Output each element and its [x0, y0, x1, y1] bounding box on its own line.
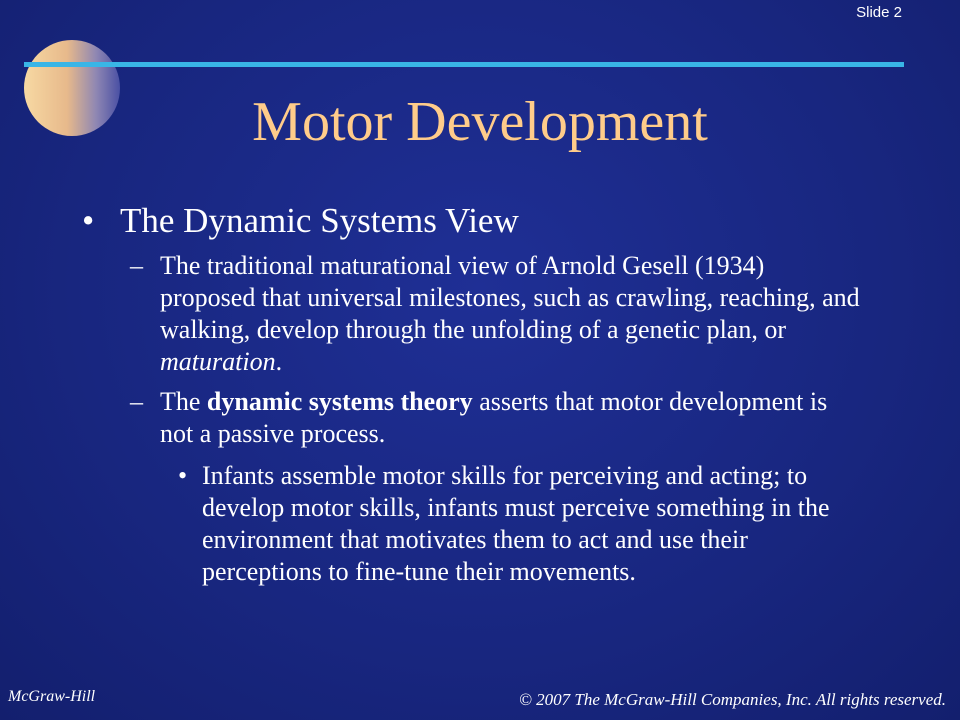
sub-bullet-prefix: The [160, 387, 207, 416]
emphasis-maturation: maturation [160, 347, 276, 376]
header-rule [24, 62, 904, 67]
sub-bullet-suffix: asserts that motor development is not a passive process. [160, 387, 828, 448]
bullet-text: The Dynamic Systems View [120, 201, 519, 240]
sub-bullet-text: The traditional maturational view of Arnold Gesell (1934) proposed that universal milestones, such as crawling, reaching, and walking, develop through the unfolding of a genetic plan, or [160, 251, 860, 344]
slide-content [82, 200, 862, 588]
sub-bullet-dynamic-systems-theory [82, 386, 862, 450]
slide-title: Motor Development [252, 91, 708, 153]
bold-term: dynamic systems theory [206, 387, 473, 416]
bullet-dot-icon: • [82, 201, 95, 240]
footer-publisher: McGraw-Hill [8, 688, 96, 705]
sub-sub-bullet-text: Infants assemble motor skills for perceiving and acting; to develop motor skills, infants must perceive something in the environment that motivates them to act and use their perceptions to fine-tune their movements. [202, 461, 830, 586]
bullet-dynamic-systems-view [82, 200, 862, 242]
sub-bullet-gesell [82, 250, 862, 378]
bullet-dot-icon: • [178, 461, 188, 490]
sub-sub-bullet-infants [82, 460, 862, 588]
slide-number: Slide 2 [856, 4, 902, 21]
sub-bullet-end: . [275, 347, 283, 376]
footer-copyright: © 2007 The McGraw-Hill Companies, Inc. All rights reserved. [518, 690, 946, 709]
dash-icon: – [130, 387, 143, 416]
dash-icon: – [130, 251, 143, 280]
